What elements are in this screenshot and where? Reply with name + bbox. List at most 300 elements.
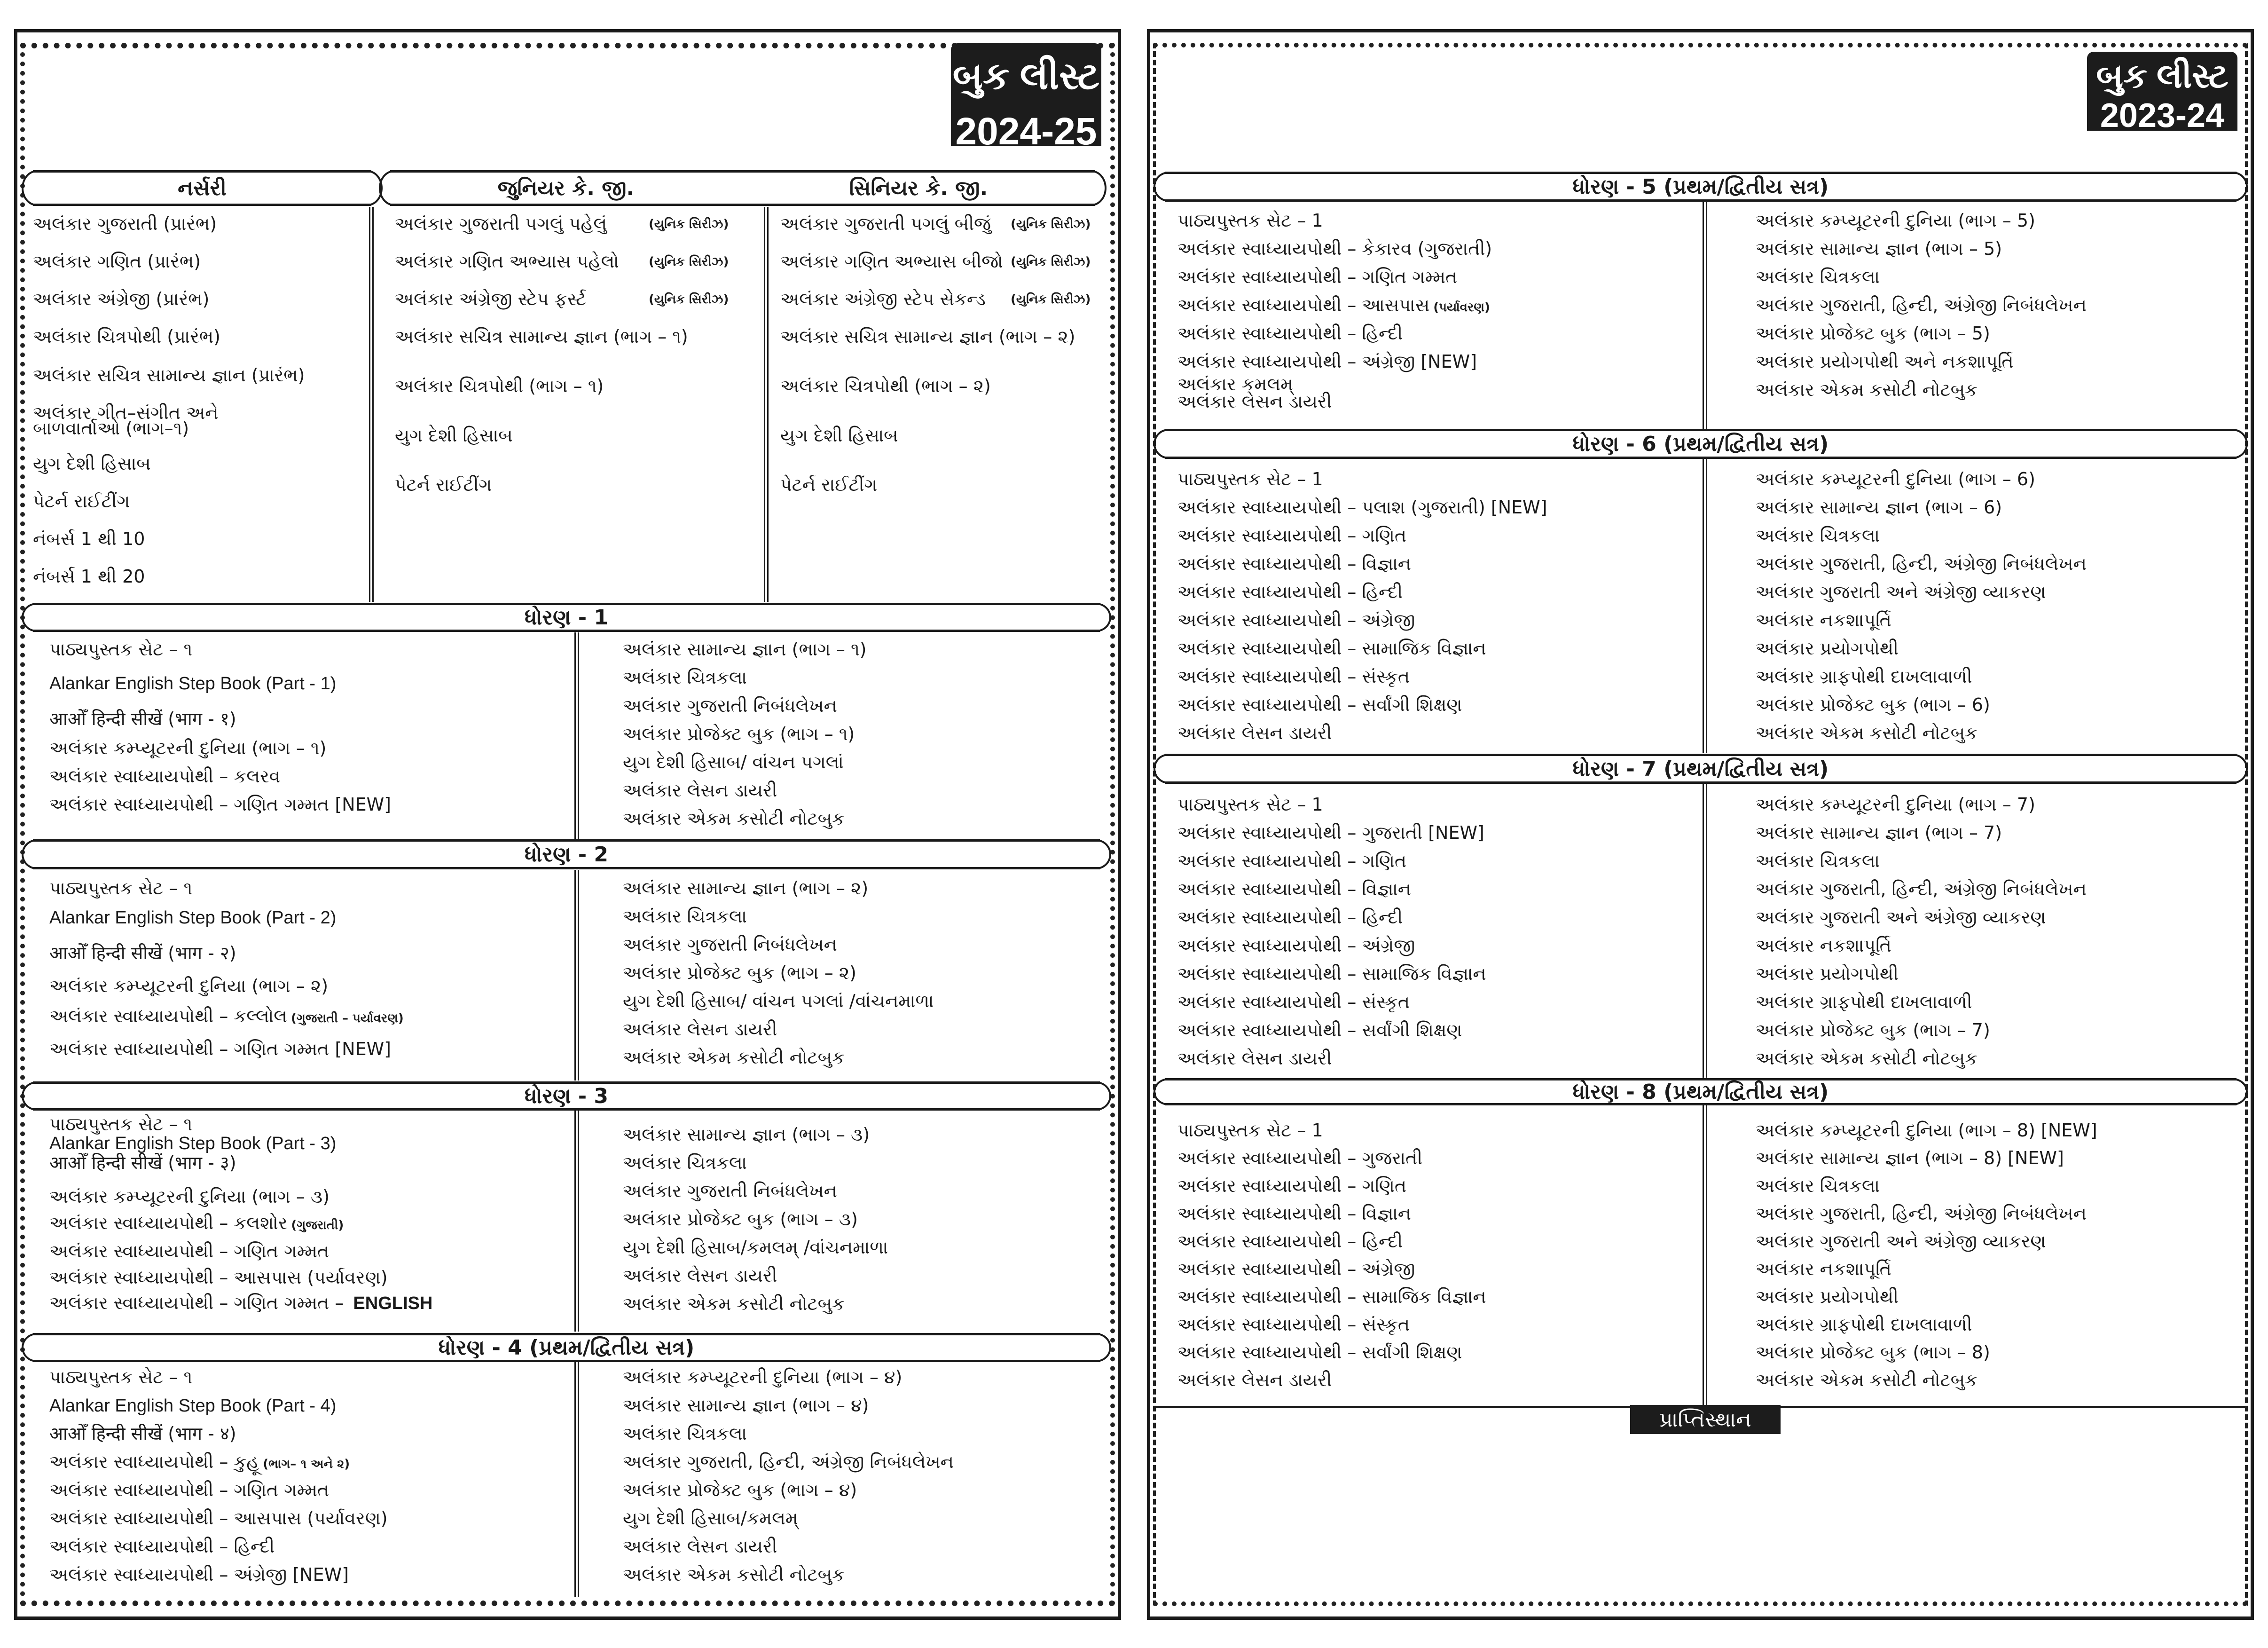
list-item — [623, 1125, 870, 1145]
item-text: અલંકાર સામાન્ય જ્ઞાન (ભાગ – ૨) — [623, 878, 869, 899]
list-item — [623, 1396, 869, 1416]
list-item — [49, 943, 236, 964]
item-text: અલંકાર ચિત્રકલા — [1756, 851, 1880, 871]
series-tag: (યુનિક સિરીઝ) — [1011, 255, 1091, 269]
list-item — [1177, 879, 1411, 900]
series-tag: (યુનિક સિરીઝ) — [1011, 217, 1091, 231]
list-item — [1756, 992, 1972, 1013]
item-text: અલંકાર સ્વાધ્યાયપોથી – ગણિત ગમ્મત — [1177, 267, 1458, 287]
item-text: અલંકાર લેસન ડાયરી — [1177, 1370, 1332, 1390]
banner-std-2 — [33, 839, 1100, 869]
list-item — [780, 426, 898, 446]
badge-year: 2023-24 — [2100, 97, 2225, 134]
item-text: અલંકાર સામાન્ય જ્ઞાન (ભાગ – ૩) — [623, 1124, 870, 1145]
item-text: અલંકાર ગુજરાતી નિબંધલેખન — [623, 934, 837, 955]
list-item — [623, 639, 867, 660]
item-text: અલંકાર સામાન્ય જ્ઞાન (ભાગ – 6) — [1756, 497, 2002, 518]
item-text: પાઠ્યપુસ્તક સેટ – ૧ — [49, 1114, 193, 1135]
list-item — [1177, 823, 1484, 844]
sub-note: (ભાગ– ૧ અને ૨) — [263, 1457, 350, 1471]
list-item — [623, 1266, 777, 1286]
list-item — [395, 213, 729, 235]
item-text: યુગ દેશી હિસાબ/કમલમ્ — [623, 1508, 798, 1529]
list-item — [1177, 1259, 1415, 1280]
list-item — [395, 475, 492, 496]
std-2-title: ધોરણ - 2 — [524, 842, 609, 867]
list-item — [1756, 380, 1978, 401]
badge-title: બુક લીસ્ટ — [2096, 57, 2229, 95]
list-item — [1177, 936, 1415, 956]
list-item — [49, 1396, 336, 1417]
list-item — [49, 1480, 329, 1501]
item-text: आओँ हिन्दी सीखें (भाग - ४) — [49, 1423, 236, 1444]
item-text: અલંકાર સ્વાધ્યાયપોથી – અંગ્રેજી [NEW] — [49, 1564, 349, 1585]
item-text: અલંકાર પ્રયોગપોથી — [1756, 1286, 1899, 1307]
list-item — [1756, 352, 2014, 372]
list-item — [33, 327, 220, 347]
item-text: બાળવાર્તાઓ (ભાગ–૧) — [33, 418, 189, 439]
item-text: અલંકાર સ્વાધ્યાયપોથી – સર્વાંગી શિક્ષણ — [1177, 694, 1462, 715]
list-item — [49, 1424, 236, 1444]
list-item — [49, 878, 192, 899]
item-text: અલંકાર કમ્પ્યૂટરની દુનિયા (ભાગ – ૩) — [49, 1186, 330, 1207]
list-item — [49, 1133, 336, 1154]
item-text: અલંકાર સ્વાધ્યાયપોથી – ગુજરાતી [NEW] — [1177, 822, 1484, 843]
item-text: અલંકાર પ્રયોગપોથી — [1756, 638, 1899, 659]
list-item — [1756, 1342, 1990, 1363]
item-text: અલંકાર સ્વાધ્યાયપોથી – હિન્દી — [1177, 323, 1403, 344]
item-text: અલંકાર સામાન્ય જ્ઞાન (ભાગ – 5) — [1756, 238, 2002, 259]
item-text: અલંકાર અંગ્રેજી સ્ટેપ સેકન્ડ — [780, 289, 986, 309]
item-text: અલંકાર સ્વાધ્યાયપોથી – કલરવ — [49, 766, 281, 787]
item-text: અલંકાર ગુજરાતી પગલું પહેલું — [395, 213, 607, 234]
item-text: અલંકાર સ્વાધ્યાયપોથી – સર્વાંગી શિક્ષણ — [1177, 1020, 1462, 1041]
list-item — [1177, 526, 1406, 546]
column-divider — [574, 1111, 579, 1332]
list-item — [623, 1537, 777, 1557]
item-text: અલંકાર ગુજરાતી પગલું બીજું — [780, 213, 991, 234]
list-item — [1756, 295, 2087, 316]
item-text: અલંકાર સ્વાધ્યાયપોથી – કલ્લોલ — [49, 1006, 287, 1026]
item-text: અલંકાર સ્વાધ્યાયપોથી – કુહૂ — [49, 1451, 259, 1472]
series-tag: (યુનિક સિરીઝ) — [649, 255, 729, 269]
item-text: અલંકાર લેસન ડાયરી — [1177, 723, 1332, 743]
list-item — [33, 529, 145, 550]
item-text: અલંકાર ગણિત (પ્રારંભ) — [33, 251, 201, 272]
list-item — [1177, 582, 1403, 603]
list-item — [623, 1480, 857, 1501]
list-item — [623, 1294, 845, 1315]
item-text: અલંકાર સ્વાધ્યાયપોથી – ગણિત — [1177, 851, 1407, 871]
list-item — [49, 1293, 432, 1314]
item-text: અલંકાર કમ્પ્યૂટરની દુનિયા (ભાગ – 5) — [1756, 210, 2035, 231]
list-item — [49, 1114, 192, 1135]
list-item — [49, 1508, 388, 1529]
item-text: અલંકાર પ્રયોગપોથી અને નકશાપૂર્તિ — [1756, 351, 2014, 372]
item-text: અલંકાર ગુજરાતી, હિન્દી, અંગ્રેજી નિબંધલેખન — [1756, 553, 2087, 574]
list-item — [623, 1209, 858, 1230]
list-item — [1177, 695, 1462, 716]
item-text: અલંકાર નકશાપૂર્તિ — [1756, 610, 1891, 631]
item-text: અલંકાર સ્વાધ્યાયપોથી – સંસ્કૃત — [1177, 1314, 1410, 1335]
banner-kg — [390, 170, 1095, 206]
list-item — [395, 327, 688, 347]
list-item — [623, 752, 844, 773]
item-text: અલંકાર ગ્રાફપોથી દાખલાવાળી — [1756, 992, 1972, 1012]
item-text: અલંકાર સ્વાધ્યાયપોથી – વિજ્ઞાન — [1177, 553, 1412, 574]
list-item — [1177, 239, 1492, 260]
list-item — [1756, 554, 2087, 575]
item-text: અલંકાર નકશાપૂર્તિ — [1756, 935, 1891, 956]
column-divider — [1703, 202, 1707, 429]
list-item — [1177, 1049, 1332, 1069]
item-text: યુગ દેશી હિસાબ — [395, 425, 513, 446]
item-text: Alankar English Step Book (Part - 3) — [49, 1134, 337, 1153]
item-text: અલંકાર સ્વાધ્યાયપોથી – સર્વાંગી શિક્ષણ — [1177, 1342, 1462, 1363]
list-item — [33, 214, 217, 235]
list-item — [49, 1039, 391, 1060]
series-tag: (યુનિક સિરીઝ) — [649, 217, 729, 231]
list-item — [1756, 667, 1972, 687]
item-text: પાઠ્યપુસ્તક સેટ – 1 — [1177, 1120, 1323, 1141]
item-text: અલંકાર સ્વાધ્યાયપોથી – સંસ્કૃત — [1177, 992, 1410, 1012]
list-item — [1177, 211, 1323, 231]
item-text: અલંકાર સ્વાધ્યાયપોથી – હિન્દી — [1177, 582, 1403, 602]
item-text: અલંકાર ગુજરાતી, હિન્દી, અંગ્રેજી નિબંધલેખન — [1756, 879, 2087, 899]
list-item — [623, 907, 747, 927]
sub-note: (પર્યાવરણ) — [1433, 300, 1490, 315]
item-text: અલંકાર એકમ કસોટી નોટબુક — [1756, 723, 1978, 743]
item-text: અલંકાર લેસન ડાયરી — [1177, 391, 1332, 412]
list-item — [49, 1565, 349, 1585]
item-text: અલંકાર સામાન્ય જ્ઞાન (ભાગ – 8) [NEW] — [1756, 1148, 2064, 1168]
list-item — [49, 795, 391, 815]
item-text: અલંકાર સ્વાધ્યાયપોથી – ગણિત ગમ્મત [NEW] — [49, 794, 391, 815]
item-text: અલંકાર સચિત્ર સામાન્ય જ્ઞાન (ભાગ – ૧) — [395, 326, 688, 347]
item-text: અલંકાર ચિત્રકલા — [1756, 1175, 1880, 1196]
item-text: અલંકાર સ્વાધ્યાયપોથી – વિજ્ઞાન — [1177, 1203, 1412, 1224]
item-text: અલંકાર સામાન્ય જ્ઞાન (ભાગ – ૪) — [623, 1395, 869, 1416]
item-text: અલંકાર સ્વાધ્યાયપોથી – ગણિત — [1177, 525, 1407, 546]
item-text: અલંકાર ગ્રાફપોથી દાખલાવાળી — [1756, 666, 1972, 687]
availability-label: પ્રાપ્તિસ્થાન — [1630, 1405, 1781, 1434]
item-text: અલંકાર લેસન ડાયરી — [623, 1536, 777, 1557]
item-text: અલંકાર ચિત્રપોથી (ભાગ – ૨) — [780, 376, 991, 396]
list-item — [623, 1238, 888, 1258]
list-item — [1756, 851, 1880, 872]
list-item — [49, 1452, 350, 1473]
item-text: અલંકાર કમ્પ્યૂટરની દુનિયા (ભાગ – ૨) — [49, 976, 329, 996]
column-divider — [1703, 459, 1707, 753]
item-text: પાઠ્યપુસ્તક સેટ – 1 — [1177, 210, 1323, 231]
badge-year: 2024-25 — [955, 110, 1097, 153]
item-text: યુગ દેશી હિસાબ/કમલમ્ /વાંચનમાળા — [623, 1237, 888, 1258]
list-item — [49, 907, 336, 929]
banner-std-3 — [33, 1081, 1100, 1111]
std-3-title: ધોરણ - 3 — [524, 1084, 609, 1108]
item-text: અલંકાર લેસન ડાયરી — [623, 780, 777, 801]
item-text: પાઠ્યપુસ્તક સેટ – 1 — [1177, 469, 1323, 489]
list-item — [1756, 211, 2035, 231]
list-item — [1756, 1176, 1880, 1197]
banner-std-6 — [1165, 429, 2237, 459]
item-text: અલંકાર સ્વાધ્યાયપોથી – સંસ્કૃત — [1177, 666, 1410, 687]
item-text: અલંકાર ગુજરાતી અને અંગ્રેજી વ્યાકરણ — [1756, 907, 2046, 928]
list-item — [1756, 1231, 2046, 1252]
item-text: અલંકાર ચિત્રકલા — [623, 667, 747, 688]
item-text: અલંકાર સામાન્ય જ્ઞાન (ભાગ – ૧) — [623, 639, 867, 660]
item-text: અલંકાર સ્વાધ્યાયપોથી – હિન્દી — [1177, 907, 1403, 928]
list-item — [1756, 1259, 1891, 1280]
item-text: અલંકાર સ્વાધ્યાયપોથી – વિજ્ઞાન — [1177, 879, 1412, 899]
item-text: અલંકાર સ્વાધ્યાયપોથી – પલાશ (ગુજરાતી) [NEW] — [1177, 497, 1547, 518]
item-text: પેટર્ન રાઈટીંગ — [33, 491, 130, 512]
column-divider — [1703, 784, 1707, 1078]
item-text: યુગ દેશી હિસાબ/ વાંચન પગલાં /વાંચનમાળા — [623, 991, 934, 1011]
item-text: અલંકાર સ્વાધ્યાયપોથી – ગણિત ગમ્મત – — [49, 1293, 350, 1313]
list-item — [623, 1367, 902, 1388]
std-6-title: ધોરણ - 6 (પ્રથમ/દ્વિતીય સત્ર) — [1572, 432, 1829, 456]
item-text: અલંકાર સ્વાધ્યાયપોથી – હિન્દી — [1177, 1231, 1403, 1252]
list-item — [623, 1424, 747, 1444]
item-text: અલંકાર સચિત્ર સામાન્ય જ્ઞાન (પ્રારંભ) — [33, 365, 305, 386]
list-item — [1177, 1204, 1411, 1224]
item-text: અલંકાર લેસન ડાયરી — [623, 1265, 777, 1286]
list-item — [780, 251, 1091, 272]
senior-kg-header: સિનિયર કે. જી. — [849, 176, 988, 200]
list-item — [1177, 554, 1411, 575]
list-item — [49, 639, 192, 660]
item-text: અલંકાર કમલમ્ — [1177, 374, 1293, 394]
list-item — [1756, 907, 2046, 928]
list-item — [780, 289, 1091, 310]
english-tag: ENGLISH — [353, 1293, 433, 1313]
column-divider — [574, 870, 579, 1080]
list-item — [49, 738, 326, 759]
item-text: અલંકાર સ્વાધ્યાયપોથી – આસપાસ (પર્યાવરણ) — [49, 1508, 388, 1529]
list-item — [49, 1213, 344, 1234]
senior-kg-list — [780, 214, 1100, 599]
list-item — [623, 1153, 747, 1174]
list-item — [1756, 1204, 2087, 1224]
item-text: અલંકાર સ્વાધ્યાયપોથી – સામાજિક વિજ્ઞાન — [1177, 1286, 1486, 1307]
list-item — [780, 376, 991, 397]
item-text: અલંકાર ગ્રાફપોથી દાખલાવાળી — [1756, 1314, 1972, 1335]
item-text: Alankar English Step Book (Part - 4) — [49, 1396, 337, 1416]
column-divider — [574, 1362, 579, 1597]
list-item — [49, 1153, 236, 1174]
junior-kg-header: જુનિયર કે. જી. — [497, 176, 635, 200]
list-item — [33, 252, 201, 272]
list-item — [623, 963, 856, 984]
list-item — [1756, 1148, 2064, 1169]
std-8-title: ધોરણ - 8 (પ્રથમ/દ્વિતીય સત્ર) — [1572, 1080, 1829, 1104]
list-item — [49, 1187, 330, 1207]
item-text: आओँ हिन्दी सीखें (भाग - ३) — [49, 1152, 236, 1173]
sub-note: (ગુજરાતી) — [291, 1218, 344, 1232]
series-tag: (યુનિક સિરીઝ) — [1011, 292, 1091, 307]
std-5-title: ધોરણ - 5 (પ્રથમ/દ્વિતીય સત્ર) — [1572, 174, 1829, 199]
item-text: અલંકાર નકશાપૂર્તિ — [1756, 1259, 1891, 1279]
item-text: અલંકાર અંગ્રેજી (પ્રારંભ) — [33, 289, 210, 309]
list-item — [49, 1367, 192, 1388]
list-item — [1177, 469, 1323, 490]
item-text: અલંકાર પ્રોજેક્ટ બુક (ભાગ – ૪) — [623, 1480, 857, 1500]
item-text: અલંકાર સ્વાધ્યાયપોથી – સામાજિક વિજ્ઞાન — [1177, 638, 1486, 659]
item-text: યુગ દેશી હિસાબ — [780, 425, 898, 446]
banner-nursery — [33, 170, 371, 206]
item-text: અલંકાર એકમ કસોટી નોટબુક — [623, 1047, 845, 1068]
item-text: અલંકાર સ્વાધ્યાયપોથી – અંગ્રેજી [NEW] — [1177, 351, 1477, 372]
list-item — [33, 418, 189, 439]
item-text: યુગ દેશી હિસાબ/ વાંચન પગલાં — [623, 752, 844, 773]
item-text: અલંકાર પ્રોજેક્ટ બુક (ભાગ – 5) — [1756, 323, 1990, 344]
list-item — [1756, 936, 1891, 956]
item-text: Alankar English Step Book (Part - 2) — [49, 908, 337, 928]
list-item — [1177, 639, 1486, 659]
list-item — [1177, 295, 1490, 316]
list-item — [49, 1006, 404, 1027]
item-text: અલંકાર સ્વાધ્યાયપોથી – ગણિત — [1177, 1175, 1407, 1196]
list-item — [1756, 1315, 1972, 1335]
list-item — [1177, 352, 1477, 372]
item-text: અલંકાર પ્રયોગપોથી — [1756, 963, 1899, 984]
item-text: અલંકાર પ્રોજેક્ટ બુક (ભાગ – 7) — [1756, 1020, 1990, 1041]
item-text: અલંકાર કમ્પ્યૂટરની દુનિયા (ભાગ – 7) — [1756, 794, 2035, 815]
nursery-list — [33, 214, 362, 599]
list-item — [1756, 610, 1891, 631]
junior-kg-list — [395, 214, 761, 599]
list-item — [623, 668, 747, 688]
item-text: પાઠ્યપુસ્તક સેટ – ૧ — [49, 639, 193, 660]
badge-title: બુક લીસ્ટ — [952, 55, 1100, 97]
list-item — [33, 491, 130, 512]
item-text: અલંકાર ચિત્રકલા — [623, 1152, 747, 1173]
std-4-title: ધોરણ - 4 (પ્રથમ/દ્વિતીય સત્ર) — [438, 1335, 695, 1360]
book-list-badge-2023-24 — [2087, 52, 2237, 134]
list-item — [1756, 964, 1899, 985]
list-item — [623, 781, 777, 801]
list-item — [1756, 1287, 1899, 1308]
item-text: અલંકાર સ્વાધ્યાયપોથી – સામાજિક વિજ્ઞાન — [1177, 963, 1486, 984]
item-text: અલંકાર સ્વાધ્યાયપોથી – અંગ્રેજી — [1177, 935, 1415, 956]
banner-std-7 — [1165, 754, 2237, 784]
list-item — [1177, 964, 1486, 985]
list-item — [1177, 1120, 1323, 1141]
list-item — [623, 935, 837, 955]
list-item — [1177, 1148, 1422, 1169]
item-text: અલંકાર કમ્પ્યૂટરની દુનિયા (ભાગ – ૪) — [623, 1367, 902, 1388]
banner-std-5 — [1165, 172, 2237, 202]
list-item — [1756, 267, 1880, 288]
list-item — [1177, 1020, 1462, 1041]
list-item — [623, 1048, 845, 1068]
list-item — [49, 709, 236, 730]
list-item — [1756, 469, 2035, 490]
list-item — [1177, 323, 1403, 344]
item-text: અલંકાર કમ્પ્યૂટરની દુનિયા (ભાગ – 8) [NEW] — [1756, 1120, 2097, 1141]
list-item — [623, 1508, 798, 1529]
item-text: અલંકાર લેસન ડાયરી — [1177, 1048, 1332, 1069]
item-text: અલંકાર એકમ કસોટી નોટબુક — [623, 1293, 845, 1314]
list-item — [1756, 582, 2046, 603]
list-item — [1756, 1370, 1978, 1391]
list-item — [49, 976, 328, 997]
item-text: અલંકાર ગુજરાતી અને અંગ્રેજી વ્યાકરણ — [1756, 582, 2046, 602]
list-item — [1756, 323, 1990, 344]
item-text: અલંકાર કમ્પ્યૂટરની દુનિયા (ભાગ – ૧) — [49, 738, 327, 758]
list-item — [33, 289, 209, 310]
list-item — [1756, 239, 2002, 260]
nursery-header: નર્સરી — [178, 176, 227, 200]
item-text: અલંકાર ચિત્રપોથી (પ્રારંભ) — [33, 326, 220, 347]
list-item — [1756, 497, 2002, 518]
list-item — [1756, 1120, 2097, 1141]
list-item — [623, 1565, 845, 1585]
item-text: અલંકાર સ્વાધ્યાયપોથી – અંગ્રેજી — [1177, 1259, 1415, 1279]
item-text: પેટર્ન રાઈટીંગ — [780, 474, 878, 495]
item-text: અલંકાર ચિત્રકલા — [623, 1423, 747, 1444]
item-text: અલંકાર સ્વાધ્યાયપોથી – હિન્દી — [49, 1536, 275, 1557]
item-text: અલંકાર અંગ્રેજી સ્ટેપ ફર્સ્ટ — [395, 289, 587, 309]
list-item — [1177, 667, 1410, 687]
list-item — [623, 724, 855, 745]
item-text: અલંકાર ગીત–સંગીત અને — [33, 402, 219, 423]
book-list-badge-2024-25 — [951, 43, 1101, 153]
list-item — [1177, 392, 1332, 412]
series-tag: (યુનિક સિરીઝ) — [649, 292, 729, 307]
list-item — [1177, 1231, 1403, 1252]
item-text: અલંકાર ગુજરાતી, હિન્દી, અંગ્રેજી નિબંધલેખન — [623, 1451, 954, 1472]
item-text: અલંકાર કમ્પ્યૂટરની દુનિયા (ભાગ – 6) — [1756, 469, 2035, 489]
item-text: અલંકાર સ્વાધ્યાયપોથી – ગણિત ગમ્મત [NEW] — [49, 1039, 391, 1059]
item-text: અલંકાર ચિત્રકલા — [1756, 267, 1880, 287]
list-item — [623, 809, 845, 829]
list-item — [623, 696, 837, 717]
list-item — [49, 673, 336, 694]
item-text: અલંકાર એકમ કસોટી નોટબુક — [1756, 379, 1978, 400]
list-item — [395, 376, 604, 397]
item-text: અલંકાર સ્વાધ્યાયપોથી – કલશોર — [49, 1213, 288, 1233]
item-text: અલંકાર ગુજરાતી, હિન્દી, અંગ્રેજી નિબંધલેખન — [1756, 295, 2087, 315]
list-item — [1177, 992, 1410, 1013]
column-divider — [764, 207, 769, 602]
list-item — [1177, 1176, 1406, 1197]
list-item — [1756, 1049, 1978, 1069]
item-text: અલંકાર સ્વાધ્યાયપોથી – અંગ્રેજી — [1177, 610, 1415, 631]
list-item — [395, 251, 729, 272]
item-text: અલંકાર એકમ કસોટી નોટબુક — [1756, 1370, 1978, 1390]
item-text: અલંકાર સ્વાધ્યાયપોથી – આસપાસ (પર્યાવરણ) — [49, 1267, 388, 1288]
item-text: અલંકાર એકમ કસોટી નોટબુક — [1756, 1048, 1978, 1069]
list-item — [49, 1268, 388, 1288]
item-text: અલંકાર સ્વાધ્યાયપોથી – કેકારવ (ગુજરાતી) — [1177, 238, 1492, 259]
item-text: અલંકાર સ્વાધ્યાયપોથી – ગણિત ગમ્મત — [49, 1241, 330, 1262]
item-text: અલંકાર ગણિત અભ્યાસ પહેલો — [395, 251, 619, 272]
item-text: અલંકાર લેસન ડાયરી — [623, 1019, 777, 1040]
column-divider — [369, 207, 374, 602]
list-item — [49, 1537, 275, 1557]
item-text: અલંકાર ગુજરાતી નિબંધલેખન — [623, 1181, 837, 1201]
list-item — [780, 475, 877, 496]
item-text: અલંકાર સામાન્ય જ્ઞાન (ભાગ – 7) — [1756, 822, 2002, 843]
std-7-title: ધોરણ - 7 (પ્રથમ/દ્વિતીય સત્ર) — [1572, 757, 1829, 781]
item-text: અલંકાર પ્રોજેક્ટ બુક (ભાગ – ૨) — [623, 962, 856, 983]
list-item — [1177, 497, 1547, 518]
item-text: आओँ हिन्दी सीखें (भाग - २) — [49, 943, 236, 963]
item-text: અલંકાર ગણિત અભ્યાસ બીજો — [780, 251, 1003, 272]
item-text: અલંકાર પ્રોજેક્ટ બુક (ભાગ – ૩) — [623, 1209, 858, 1230]
